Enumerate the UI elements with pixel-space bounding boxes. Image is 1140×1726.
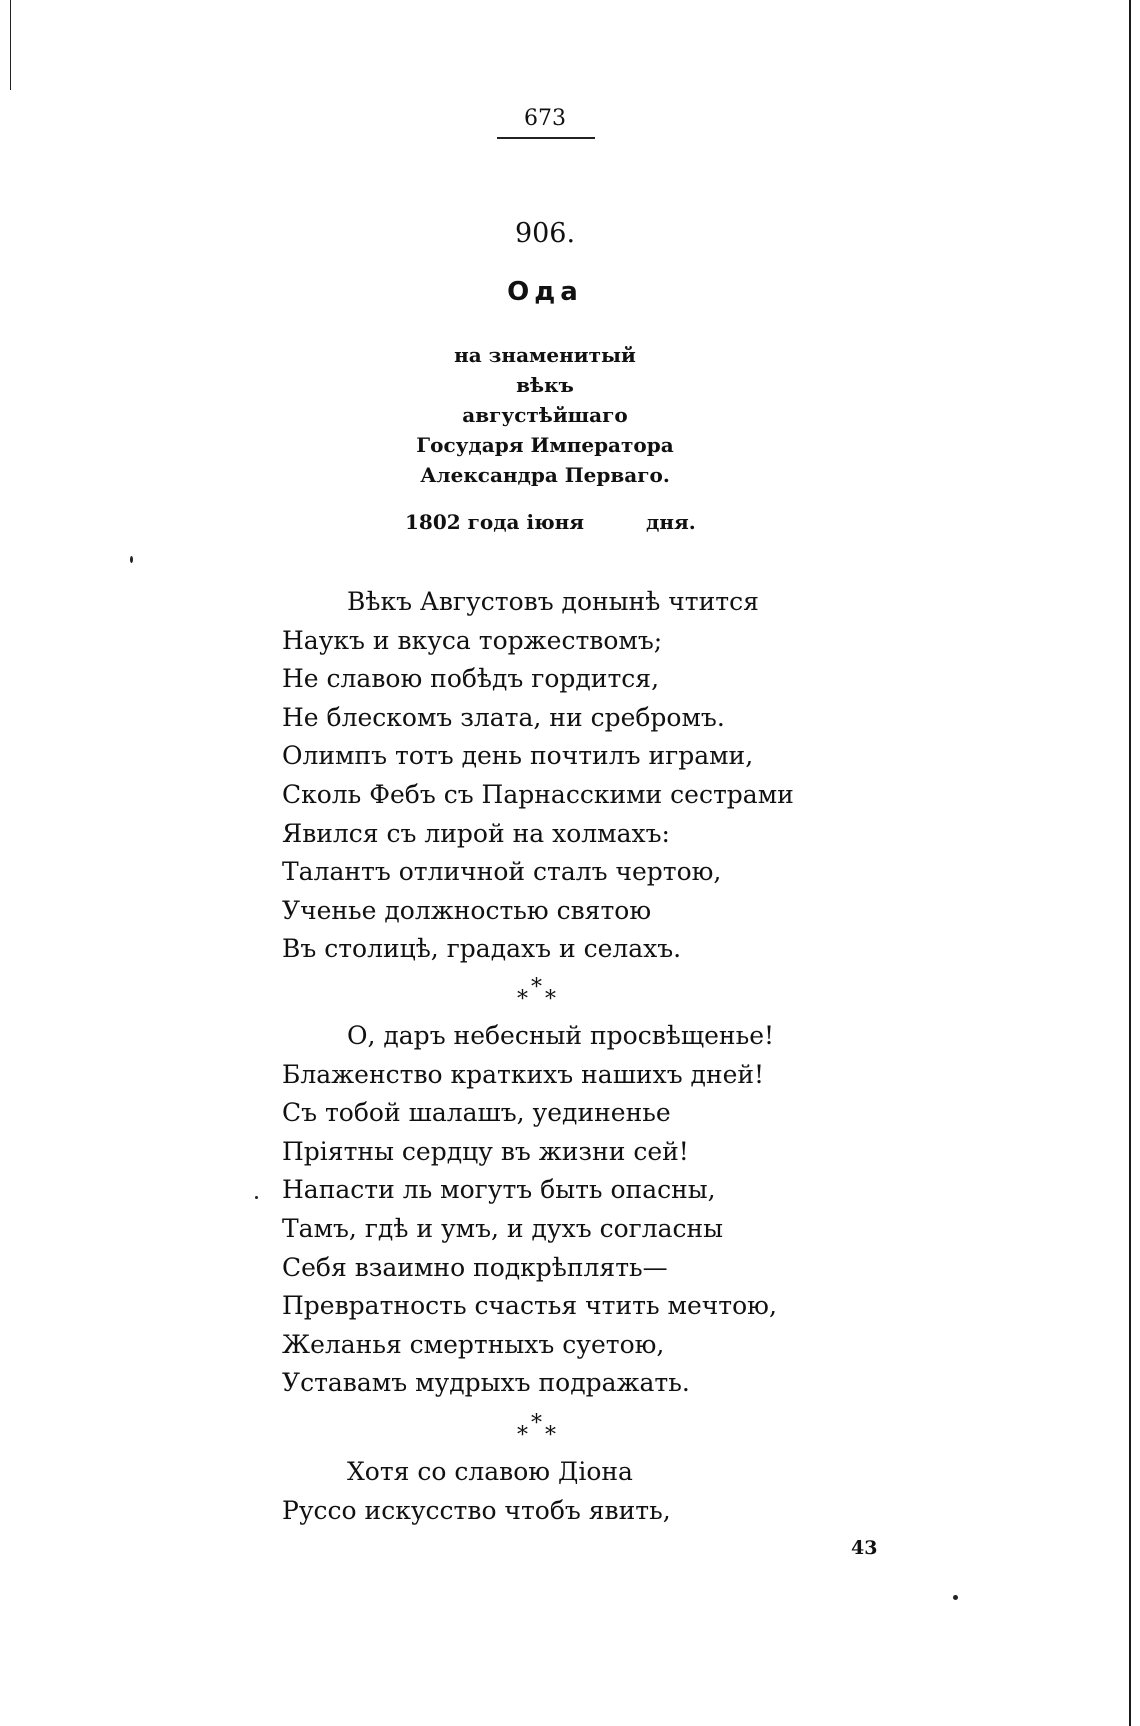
poem-number: 906. (514, 218, 576, 249)
verse-line: Вѣкъ Августовъ донынѣ чтится (347, 587, 759, 616)
asterism-star: * (517, 1423, 528, 1448)
scan-left-edge (10, 0, 11, 90)
stanza-1 (282, 583, 802, 969)
verse-line: Сколь Фебъ съ Парнасскими сестрами (282, 779, 794, 809)
dedication-line: августѣйшаго (462, 403, 628, 427)
stanza-separator (517, 975, 577, 1015)
verse-line: Желанья смертныхъ суетою, (282, 1329, 665, 1359)
stanza-2 (282, 1017, 802, 1403)
stanza-separator (517, 1411, 577, 1451)
verse-line: Наукъ и вкуса торжествомъ; (282, 625, 663, 655)
asterism-star: * (545, 1423, 556, 1448)
verse-line: Талантъ отличной сталъ чертою, (282, 857, 722, 887)
asterism-star: * (531, 1411, 542, 1436)
page-number: 673 (524, 106, 566, 131)
asterism-star: * (545, 987, 556, 1012)
poem-date-day: дня. (646, 510, 696, 534)
poem-dedication (380, 340, 710, 490)
scan-right-edge (1129, 0, 1131, 1726)
verse-line: Пріятны сердцу въ жизни сей! (282, 1136, 689, 1166)
verse-line: Напасти ль могутъ быть опасны, (282, 1175, 716, 1205)
verse-line: Олимпъ тотъ день почтилъ играми, (282, 741, 754, 771)
ink-speck (130, 556, 133, 563)
dedication-line: Александра Перваго. (420, 463, 670, 487)
verse-line: Блаженство краткихъ нашихъ дней! (282, 1059, 765, 1089)
dedication-line: вѣкъ (516, 373, 574, 397)
poem-date: 1802 года іюня (405, 510, 584, 534)
verse-line: Уставамъ мудрыхъ подражать. (282, 1368, 690, 1398)
verse-line: Явился съ лирой на холмахъ: (282, 818, 670, 848)
verse-line: Не блескомъ злата, ни сребромъ. (282, 702, 725, 732)
verse-line: Съ тобой шалашъ, уединенье (282, 1098, 671, 1128)
verse-line: Въ столицѣ, градахъ и селахъ. (282, 934, 682, 964)
asterism-star: * (517, 987, 528, 1012)
verse-line: Ученье должностью святою (282, 895, 652, 925)
stanza-3 (282, 1453, 802, 1530)
ink-speck (953, 1595, 958, 1600)
verse-line: Себя взаимно подкрѣплять— (282, 1252, 668, 1282)
signature-mark: 43 (851, 1537, 878, 1559)
verse-line: Не славою побѣдъ гордится, (282, 664, 660, 694)
dedication-line: Государя Императора (416, 433, 674, 457)
verse-line: Хотя со славою Діона (347, 1457, 633, 1486)
verse-line: Тамъ, гдѣ и умъ, и духъ согласны (282, 1213, 724, 1243)
ink-speck (255, 1196, 258, 1199)
page-number-rule (497, 137, 595, 139)
verse-line: Превратность счастья чтить мечтою, (282, 1291, 777, 1321)
verse-line: О, даръ небесный просвѣщенье! (347, 1021, 775, 1050)
asterism-star: * (531, 975, 542, 1000)
poem-title: Ода (507, 277, 583, 307)
dedication-line: на знаменитый (454, 343, 636, 367)
verse-line: Руссо искусство чтобъ явить, (282, 1495, 671, 1525)
